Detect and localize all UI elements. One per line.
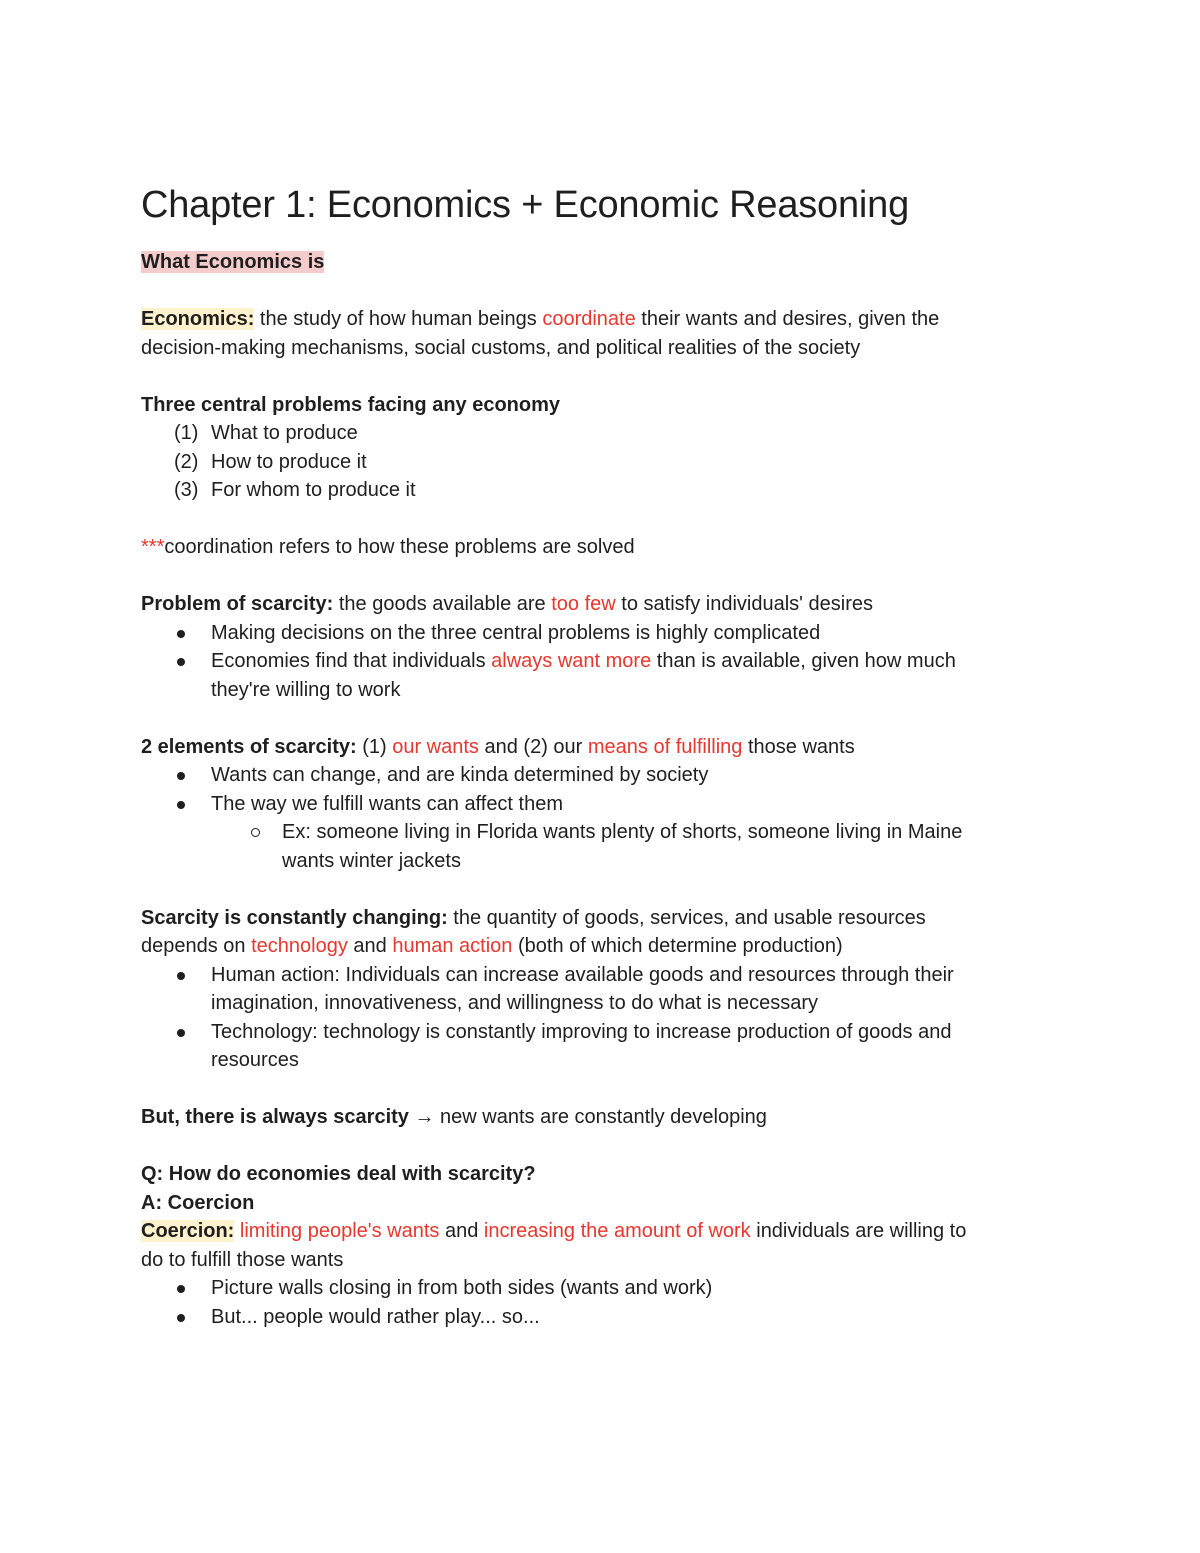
red-text: technology (251, 935, 348, 957)
answer: A: Coercion (141, 1191, 255, 1214)
scarcity-definition (141, 590, 1041, 619)
document-page (141, 180, 1041, 1331)
question: Q: How do economies deal with scarcity? (141, 1163, 536, 1185)
text: Economies find that individuals (211, 650, 492, 672)
bullet-icon (177, 772, 185, 780)
text: coordination refers to how these problems are solved (164, 536, 635, 558)
coercion-definition-line2: do to fulfill those wants (141, 1248, 344, 1271)
elements-of-scarcity (141, 733, 1041, 762)
list-text: What to produce (211, 422, 358, 444)
elements-term: 2 elements of scarcity: (141, 735, 357, 758)
page-title: Chapter 1: Economics + Economic Reasoning (141, 184, 910, 226)
list-item (141, 419, 1041, 448)
red-text: human action (392, 935, 513, 957)
bullet-icon (177, 630, 185, 638)
text: those wants (742, 735, 855, 758)
arrow-icon: → (408, 1106, 441, 1128)
list-item (141, 961, 1041, 1018)
text: Technology: technology is constantly improving to increase production of goods and (211, 1020, 952, 1043)
bullet-icon (177, 658, 185, 666)
section-heading-text: What Economics is (141, 251, 325, 273)
text: imagination, innovativeness, and willingness to do what is necessary (211, 992, 819, 1014)
list-text: How to produce it (211, 450, 367, 473)
red-text: limiting people's wants (239, 1220, 440, 1242)
red-text: always want more (491, 650, 652, 672)
list-item (141, 448, 1041, 477)
red-text: increasing the amount of work (483, 1220, 751, 1242)
list-number: (1) (174, 422, 199, 444)
text: But... people would rather play... so... (211, 1305, 540, 1328)
text: new wants are constantly developing (440, 1106, 767, 1128)
list-item (141, 1018, 1041, 1075)
three-problems-heading: Three central problems facing any economy (141, 393, 561, 416)
text: to satisfy individuals' desires (615, 593, 873, 615)
bullet-icon (177, 1285, 185, 1293)
list-item (141, 790, 1041, 819)
bold-text: But, there is always scarcity (141, 1106, 409, 1128)
text: Picture walls closing in from both sides (wants and work) (211, 1277, 713, 1299)
list-item (141, 476, 1041, 505)
bullet-icon (177, 972, 185, 980)
list-item (141, 761, 1041, 790)
coordination-note (141, 533, 1041, 562)
red-text: coordinate (542, 308, 636, 330)
economics-definition-line2: decision-making mechanisms, social customs, and political realities of the society (141, 336, 861, 359)
bullet-icon (177, 801, 185, 809)
list-item (141, 1274, 1041, 1303)
text: and (439, 1220, 484, 1242)
text: wants winter jackets (282, 849, 461, 872)
sub-list-item (141, 818, 1041, 875)
text: resources (211, 1049, 299, 1071)
always-scarcity (141, 1103, 1041, 1132)
scarcity-changing (141, 904, 1041, 933)
text: (both of which determine production) (512, 935, 843, 957)
economics-definition (141, 305, 1041, 334)
list-number: (3) (174, 479, 199, 501)
text: Wants can change, and are kinda determined by society (211, 764, 709, 786)
coercion-term: Coercion: (141, 1220, 235, 1242)
text: depends on (141, 935, 252, 957)
text: they're willing to work (211, 678, 401, 701)
text: Ex: someone living in Florida wants plenty of shorts, someone living in Maine (282, 821, 963, 843)
list-item (141, 619, 1041, 648)
red-text: means of fulfilling (587, 735, 743, 758)
stars: *** (141, 536, 165, 558)
text: The way we fulfill wants can affect them (211, 792, 564, 815)
text: and (2) our (478, 735, 588, 758)
text: individuals are willing to (750, 1220, 967, 1242)
list-number: (2) (174, 450, 199, 473)
text: and (347, 935, 393, 957)
text: (1) (356, 735, 393, 758)
red-text: our wants (392, 735, 479, 758)
circle-bullet-icon (251, 828, 260, 837)
changing-term: Scarcity is constantly changing: (141, 906, 448, 929)
text: Making decisions on the three central problems is highly complicated (211, 621, 821, 644)
section-heading (141, 248, 1041, 277)
list-text: For whom to produce it (211, 479, 416, 501)
text: their wants and desires, given the (635, 308, 940, 330)
scarcity-changing-line2 (141, 932, 1041, 961)
bullet-icon (177, 1029, 185, 1037)
scarcity-term: Problem of scarcity: (141, 593, 334, 615)
text: than is available, given how much (651, 650, 956, 672)
bullet-icon (177, 1314, 185, 1322)
list-item (141, 647, 1041, 704)
text: the study of how human beings (254, 308, 543, 330)
text: the quantity of goods, services, and usable resources (447, 906, 926, 929)
list-item (141, 1303, 1041, 1332)
text: Human action: Individuals can increase available goods and resources through their (211, 963, 954, 986)
red-text: too few (551, 593, 616, 615)
economics-term: Economics: (141, 308, 255, 330)
text: the goods available are (333, 593, 552, 615)
coercion-definition (141, 1217, 1041, 1246)
